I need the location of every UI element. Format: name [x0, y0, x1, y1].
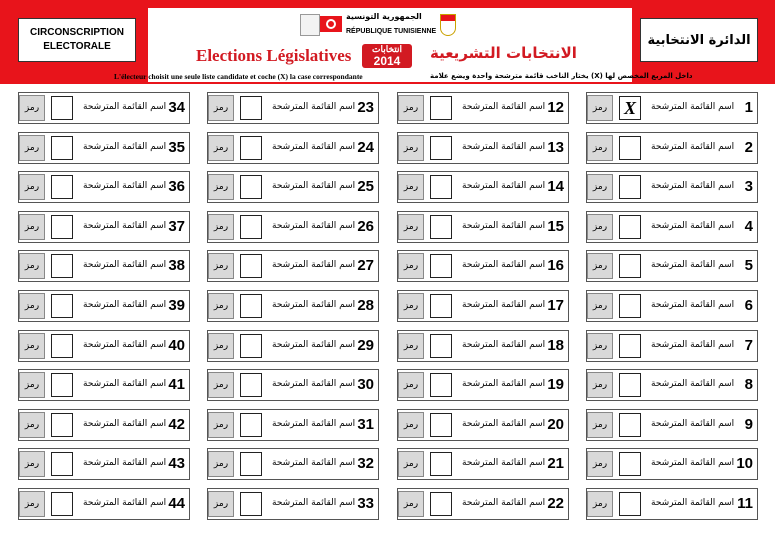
vote-checkbox[interactable]	[619, 215, 641, 239]
list-number: 37	[168, 218, 185, 235]
candidate-list-name: اسم القائمة المترشحة	[83, 458, 167, 468]
candidate-row-28[interactable]	[207, 290, 379, 322]
republic-arabic: الجمهورية التونسية	[346, 12, 422, 21]
list-number: 29	[357, 337, 374, 354]
vote-checkbox[interactable]	[240, 175, 262, 199]
list-number: 18	[547, 337, 564, 354]
candidate-row-4[interactable]	[586, 211, 758, 243]
vote-checkbox[interactable]	[240, 492, 262, 516]
ballot-header	[0, 0, 775, 84]
vote-checkbox[interactable]	[430, 334, 452, 358]
candidate-row-34[interactable]	[18, 92, 190, 124]
candidate-list-name: اسم القائمة المترشحة	[651, 142, 735, 152]
list-number: 17	[547, 297, 564, 314]
vote-checkbox[interactable]	[430, 254, 452, 278]
list-symbol: رمز	[398, 174, 424, 200]
candidate-row-23[interactable]	[207, 92, 379, 124]
candidate-row-9[interactable]	[586, 409, 758, 441]
vote-checkbox[interactable]	[51, 373, 73, 397]
candidate-list-name: اسم القائمة المترشحة	[83, 142, 167, 152]
list-number: 23	[357, 99, 374, 116]
candidate-list-name: اسم القائمة المترشحة	[462, 340, 546, 350]
vote-checkbox[interactable]	[619, 175, 641, 199]
vote-checkbox[interactable]	[240, 136, 262, 160]
list-symbol: رمز	[587, 95, 613, 121]
candidate-row-8[interactable]	[586, 369, 758, 401]
candidate-row-43[interactable]	[18, 448, 190, 480]
list-number: 11	[737, 495, 753, 512]
candidate-row-35[interactable]	[18, 132, 190, 164]
list-number: 43	[168, 455, 185, 472]
candidate-row-42[interactable]	[18, 409, 190, 441]
candidate-row-20[interactable]	[397, 409, 569, 441]
candidate-list-name: اسم القائمة المترشحة	[272, 260, 356, 270]
list-number: 14	[547, 178, 564, 195]
candidate-row-30[interactable]	[207, 369, 379, 401]
vote-checkbox[interactable]	[51, 215, 73, 239]
candidate-list-name: اسم القائمة المترشحة	[462, 142, 546, 152]
list-number: 26	[357, 218, 374, 235]
list-symbol: رمز	[208, 135, 234, 161]
candidate-row-31[interactable]	[207, 409, 379, 441]
candidate-row-39[interactable]	[18, 290, 190, 322]
candidate-row-33[interactable]	[207, 488, 379, 520]
title-arabic: الانتخابات التشريعية	[430, 44, 577, 62]
list-symbol: رمز	[587, 253, 613, 279]
candidate-row-29[interactable]	[207, 330, 379, 362]
vote-checkbox[interactable]	[619, 373, 641, 397]
list-symbol: رمز	[208, 214, 234, 240]
list-number: 10	[736, 455, 753, 472]
list-number: 33	[357, 495, 374, 512]
candidate-row-1[interactable]	[586, 92, 758, 124]
vote-checkbox[interactable]	[619, 334, 641, 358]
vote-checkbox[interactable]	[619, 413, 641, 437]
vote-checkbox[interactable]	[51, 492, 73, 516]
list-symbol: رمز	[398, 333, 424, 359]
list-symbol: رمز	[208, 174, 234, 200]
list-symbol: رمز	[398, 451, 424, 477]
vote-checkbox[interactable]	[430, 136, 452, 160]
candidate-list-name: اسم القائمة المترشحة	[272, 181, 356, 191]
list-symbol: رمز	[19, 333, 45, 359]
vote-checkbox[interactable]	[430, 215, 452, 239]
vote-checkbox[interactable]	[430, 96, 452, 120]
list-symbol: رمز	[587, 135, 613, 161]
list-number: 32	[357, 455, 374, 472]
list-symbol: رمز	[208, 95, 234, 121]
circonscription-box-ar: الدائرة الانتخابية	[640, 18, 758, 62]
candidate-list-name: اسم القائمة المترشحة	[462, 419, 546, 429]
vote-checkbox[interactable]	[619, 254, 641, 278]
list-number: 35	[168, 139, 185, 156]
vote-checkbox[interactable]	[619, 452, 641, 476]
list-symbol: رمز	[19, 253, 45, 279]
vote-checkbox[interactable]	[51, 294, 73, 318]
list-symbol: رمز	[398, 253, 424, 279]
list-symbol: رمز	[587, 333, 613, 359]
list-number: 1	[744, 99, 753, 116]
candidate-list-name: اسم القائمة المترشحة	[83, 419, 167, 429]
circonscription-box-fr	[18, 18, 136, 62]
instruction-arabic: يختار الناخب قائمة مترشحة واحدة ويضع علامة (X) داخل المربع المخصص لها	[430, 72, 693, 80]
vote-checkbox[interactable]	[430, 492, 452, 516]
list-symbol: رمز	[19, 95, 45, 121]
candidate-row-26[interactable]	[207, 211, 379, 243]
list-number: 7	[744, 337, 753, 354]
list-symbol: رمز	[587, 372, 613, 398]
list-number: 42	[168, 416, 185, 433]
candidate-list-name: اسم القائمة المترشحة	[651, 419, 735, 429]
badge-arabic: انتخابات	[372, 44, 402, 54]
list-symbol: رمز	[19, 135, 45, 161]
list-symbol: رمز	[587, 293, 613, 319]
candidate-row-40[interactable]	[18, 330, 190, 362]
candidate-list-name: اسم القائمة المترشحة	[272, 340, 356, 350]
list-number: 31	[357, 416, 374, 433]
vote-checkbox[interactable]	[430, 413, 452, 437]
vote-checkbox[interactable]	[51, 254, 73, 278]
list-number: 12	[547, 99, 564, 116]
vote-checkbox[interactable]	[240, 254, 262, 278]
vote-checkbox[interactable]	[430, 373, 452, 397]
vote-checkbox[interactable]	[51, 413, 73, 437]
vote-checkbox[interactable]	[51, 452, 73, 476]
list-symbol: رمز	[398, 412, 424, 438]
candidate-list-name: اسم القائمة المترشحة	[651, 260, 735, 270]
tunisia-flag-icon	[320, 16, 342, 32]
list-symbol: رمز	[587, 451, 613, 477]
candidate-row-13[interactable]	[397, 132, 569, 164]
candidate-row-44[interactable]	[18, 488, 190, 520]
candidate-row-41[interactable]	[18, 369, 190, 401]
candidate-row-5[interactable]	[586, 250, 758, 282]
candidate-list-name: اسم القائمة المترشحة	[651, 102, 735, 112]
list-symbol: رمز	[19, 372, 45, 398]
candidate-list-name: اسم القائمة المترشحة	[462, 221, 546, 231]
list-number: 2	[744, 139, 753, 156]
list-symbol: رمز	[587, 491, 613, 517]
title-french: Elections Législatives	[196, 46, 352, 65]
candidate-list-name: اسم القائمة المترشحة	[272, 102, 356, 112]
list-number: 36	[168, 178, 185, 195]
candidate-row-12[interactable]	[397, 92, 569, 124]
list-number: 40	[168, 337, 185, 354]
candidate-list-name: اسم القائمة المترشحة	[83, 221, 167, 231]
candidate-list-name: اسم القائمة المترشحة	[83, 300, 167, 310]
vote-checkbox[interactable]: X	[619, 96, 641, 120]
candidate-row-17[interactable]	[397, 290, 569, 322]
candidate-row-38[interactable]	[18, 250, 190, 282]
circonscription-line-2: ELECTORALE	[43, 41, 111, 52]
vote-checkbox[interactable]	[240, 96, 262, 120]
candidate-list-name: اسم القائمة المترشحة	[272, 379, 356, 389]
vote-checkbox[interactable]	[51, 334, 73, 358]
candidate-list-name: اسم القائمة المترشحة	[462, 498, 546, 508]
list-number: 19	[547, 376, 564, 393]
election-2014-badge	[362, 44, 412, 68]
list-symbol: رمز	[398, 372, 424, 398]
list-symbol: رمز	[208, 293, 234, 319]
candidate-list-name: اسم القائمة المترشحة	[83, 498, 167, 508]
republic-french: RÉPUBLIQUE TUNISIENNE	[346, 28, 437, 35]
list-symbol: رمز	[398, 135, 424, 161]
list-number: 15	[547, 218, 564, 235]
list-number: 38	[168, 257, 185, 274]
candidate-row-14[interactable]	[397, 171, 569, 203]
candidate-list-name: اسم القائمة المترشحة	[651, 458, 735, 468]
list-symbol: رمز	[208, 253, 234, 279]
list-number: 5	[744, 257, 753, 274]
candidate-list-name: اسم القائمة المترشحة	[272, 458, 356, 468]
candidate-list-name: اسم القائمة المترشحة	[462, 102, 546, 112]
list-number: 21	[547, 455, 564, 472]
list-symbol: رمز	[19, 491, 45, 517]
candidate-list-name: اسم القائمة المترشحة	[83, 102, 167, 112]
candidate-list-name: اسم القائمة المترشحة	[83, 260, 167, 270]
list-number: 22	[547, 495, 564, 512]
vote-checkbox[interactable]	[619, 294, 641, 318]
candidate-list-name: اسم القائمة المترشحة	[651, 340, 735, 350]
vote-checkbox[interactable]	[430, 452, 452, 476]
list-symbol: رمز	[19, 214, 45, 240]
candidate-row-15[interactable]	[397, 211, 569, 243]
coat-of-arms-icon	[440, 14, 456, 36]
list-symbol: رمز	[208, 372, 234, 398]
candidate-row-3[interactable]	[586, 171, 758, 203]
candidate-list-name: اسم القائمة المترشحة	[462, 260, 546, 270]
instruction-french: L'électeur choisit une seule liste candidate et coche (X) la case correspondante	[114, 72, 363, 81]
candidate-list-name: اسم القائمة المترشحة	[651, 379, 735, 389]
candidate-row-6[interactable]	[586, 290, 758, 322]
candidate-list-name: اسم القائمة المترشحة	[83, 379, 167, 389]
candidate-list-name: اسم القائمة المترشحة	[272, 142, 356, 152]
list-number: 8	[744, 376, 753, 393]
vote-checkbox[interactable]	[51, 136, 73, 160]
candidate-list-name: اسم القائمة المترشحة	[651, 221, 735, 231]
list-number: 16	[547, 257, 564, 274]
list-symbol: رمز	[587, 174, 613, 200]
candidate-list-name: اسم القائمة المترشحة	[462, 379, 546, 389]
list-number: 24	[357, 139, 374, 156]
list-symbol: رمز	[208, 333, 234, 359]
candidate-row-21[interactable]	[397, 448, 569, 480]
list-symbol: رمز	[208, 412, 234, 438]
vote-checkbox[interactable]	[240, 413, 262, 437]
list-symbol: رمز	[587, 214, 613, 240]
vote-checkbox[interactable]	[240, 294, 262, 318]
vote-checkbox[interactable]	[430, 294, 452, 318]
candidate-list-name: اسم القائمة المترشحة	[651, 300, 735, 310]
isie-seal-icon	[300, 14, 320, 36]
candidate-row-16[interactable]	[397, 250, 569, 282]
candidate-row-19[interactable]	[397, 369, 569, 401]
badge-year: 2014	[373, 54, 401, 68]
list-number: 39	[168, 297, 185, 314]
list-number: 28	[357, 297, 374, 314]
list-number: 34	[168, 99, 185, 116]
candidate-row-10[interactable]	[586, 448, 758, 480]
candidate-list-name: اسم القائمة المترشحة	[83, 340, 167, 350]
candidate-list-name: اسم القائمة المترشحة	[272, 300, 356, 310]
list-symbol: رمز	[587, 412, 613, 438]
list-number: 41	[168, 376, 185, 393]
list-symbol: رمز	[398, 95, 424, 121]
vote-checkbox[interactable]	[240, 452, 262, 476]
candidate-row-18[interactable]	[397, 330, 569, 362]
candidate-list-name: اسم القائمة المترشحة	[83, 181, 167, 191]
candidate-row-7[interactable]	[586, 330, 758, 362]
list-number: 9	[744, 416, 753, 433]
list-number: 30	[357, 376, 374, 393]
candidate-list-name: اسم القائمة المترشحة	[651, 498, 735, 508]
candidate-row-22[interactable]	[397, 488, 569, 520]
candidate-row-25[interactable]	[207, 171, 379, 203]
vote-checkbox[interactable]	[51, 175, 73, 199]
candidate-list-name: اسم القائمة المترشحة	[272, 419, 356, 429]
candidate-row-32[interactable]	[207, 448, 379, 480]
candidate-row-27[interactable]	[207, 250, 379, 282]
list-symbol: رمز	[19, 451, 45, 477]
candidate-row-2[interactable]	[586, 132, 758, 164]
list-symbol: رمز	[208, 451, 234, 477]
vote-checkbox[interactable]	[619, 492, 641, 516]
list-symbol: رمز	[19, 293, 45, 319]
list-number: 4	[744, 218, 753, 235]
candidate-list-name: اسم القائمة المترشحة	[272, 498, 356, 508]
candidate-list-name: اسم القائمة المترشحة	[462, 181, 546, 191]
vote-checkbox[interactable]	[619, 136, 641, 160]
list-symbol: رمز	[19, 174, 45, 200]
list-symbol: رمز	[398, 293, 424, 319]
candidate-row-36[interactable]	[18, 171, 190, 203]
vote-checkbox[interactable]	[240, 334, 262, 358]
candidate-list-name: اسم القائمة المترشحة	[462, 300, 546, 310]
list-number: 20	[547, 416, 564, 433]
vote-checkbox[interactable]	[240, 215, 262, 239]
list-symbol: رمز	[19, 412, 45, 438]
list-number: 44	[168, 495, 185, 512]
vote-checkbox[interactable]	[51, 96, 73, 120]
candidate-row-24[interactable]	[207, 132, 379, 164]
circonscription-line-1: CIRCONSCRIPTION	[30, 27, 124, 38]
candidate-row-11[interactable]	[586, 488, 758, 520]
list-number: 3	[744, 178, 753, 195]
vote-checkbox[interactable]	[240, 373, 262, 397]
list-number: 6	[744, 297, 753, 314]
candidate-list-name: اسم القائمة المترشحة	[272, 221, 356, 231]
list-symbol: رمز	[398, 214, 424, 240]
list-number: 27	[357, 257, 374, 274]
vote-checkbox[interactable]	[430, 175, 452, 199]
candidate-row-37[interactable]	[18, 211, 190, 243]
list-symbol: رمز	[208, 491, 234, 517]
list-symbol: رمز	[398, 491, 424, 517]
list-number: 25	[357, 178, 374, 195]
list-number: 13	[547, 139, 564, 156]
candidate-list-name: اسم القائمة المترشحة	[462, 458, 546, 468]
candidate-list-name: اسم القائمة المترشحة	[651, 181, 735, 191]
